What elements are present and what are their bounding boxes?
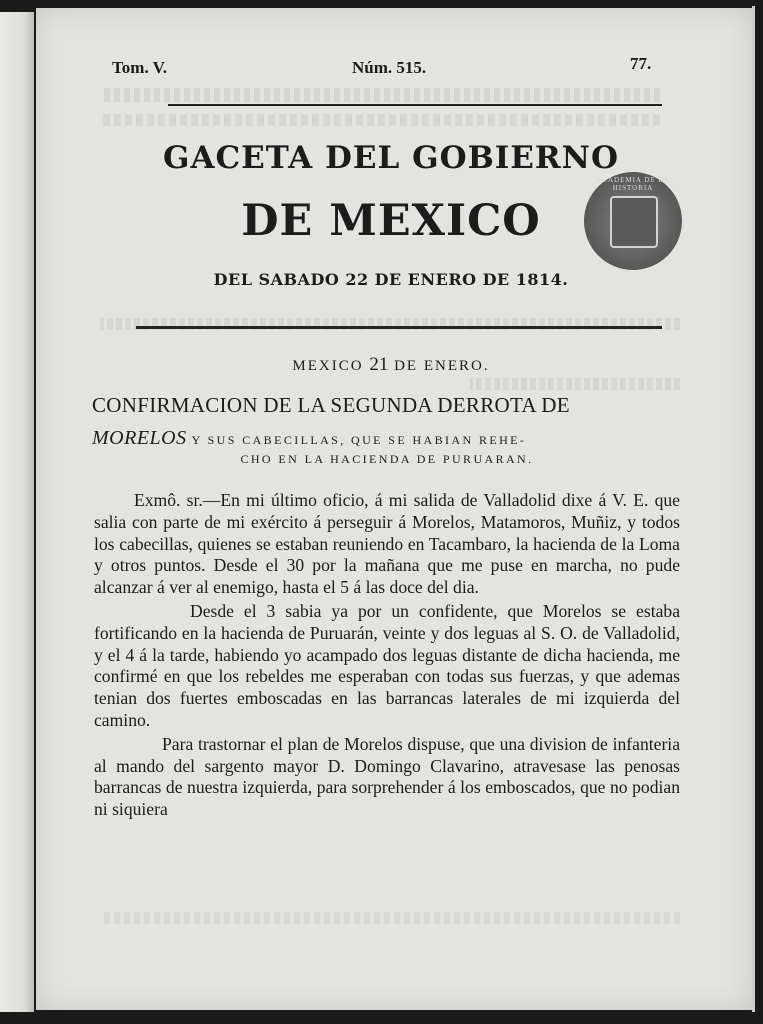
paragraph: Desde el 3 sabia ya por un confidente, que Morelos se estaba fortificando en la hacienda de Puruarán, veinte y dos leguas al S. O. de Valladolid, y el 4 á la tarde, habiendo yo acampado dos leguas distante de dicha hacienda, me confirmé en que los rebeldes me esperaban con todas sus fuerzas, y que ademas tenian dos fuertes emboscadas en las barrancas laterales de mi izquierda del camino. [94, 600, 680, 730]
dateline-city: MEXICO [292, 358, 364, 374]
article-subhead [92, 426, 682, 452]
masthead-rule [136, 326, 662, 329]
bleed-through-line [100, 88, 660, 102]
page-edge-right [752, 6, 755, 1012]
dateline-place [96, 354, 686, 376]
dateline-month: DE ENERO. [394, 358, 490, 374]
bleed-through-line [470, 378, 680, 390]
stamp-crest-icon [610, 196, 658, 248]
dateline-day: 21 [369, 354, 389, 375]
masthead-subtitle: DE MEXICO [241, 196, 541, 246]
page-number: 77. [630, 54, 652, 73]
stamp-text: ACADEMIA DE LA HISTORIA [596, 176, 670, 192]
bleed-through-line [100, 912, 680, 924]
paragraph: Para trastornar el plan de Morelos dispuse, que una division de infanteria al mando del sargento mayor D. Domingo Clavarino, atravesase las penosas barrancas de nuestra izquierda, para sorprehender á los emboscados, que no podian ni siquiera [94, 733, 680, 820]
subhead-rest: Y SUS CABECILLAS, QUE SE HABIAN REHE- [191, 433, 527, 447]
masthead-title: GACETA DEL GOBIERNO [162, 140, 620, 176]
issue-date: DEL SABADO 22 DE ENERO DE 1814. [213, 270, 569, 289]
issue-number: Núm. 515. [352, 58, 427, 77]
library-stamp [584, 172, 682, 270]
header-rule [168, 104, 662, 106]
previous-page-edge [0, 12, 34, 1012]
article-subhead-line2: CHO EN LA HACIENDA DE PURUARAN. [240, 452, 534, 466]
paragraph: Exmô. sr.—En mi último oficio, á mi salida de Valladolid dixe á V. E. que salia con parte de mi exército á perseguir á Morelos, Matamoros, Muñiz, y todos los cabecillas, quienes se estaban reuniendo en Tacambaro, la hacienda de la Loma y otros puntos. Desde el 30 por la mañana que me puse en marcha, no pude alcanzar á ver al enemigo, hasta el 5 á las doce del dia. [94, 490, 680, 598]
issue-header [112, 54, 660, 82]
bleed-through-line [100, 114, 660, 126]
article-headline: CONFIRMACION DE LA SEGUNDA DERROTA DE [92, 393, 570, 417]
article-body [94, 490, 680, 821]
subhead-morelos: MORELOS [92, 427, 187, 449]
volume-label: Tom. V. [112, 58, 167, 77]
